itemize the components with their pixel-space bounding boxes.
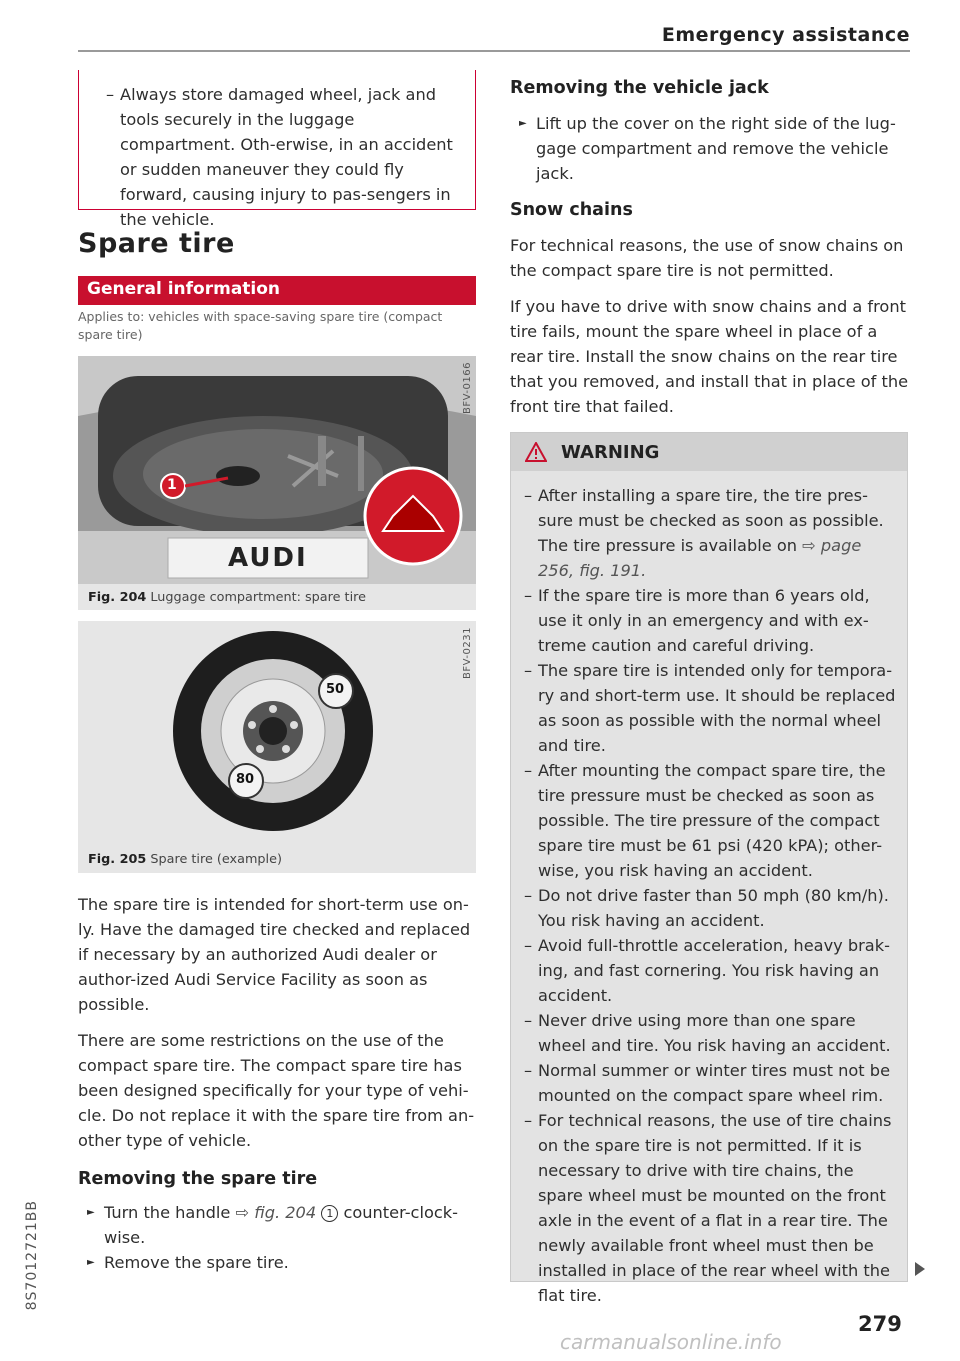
paragraph: If you have to drive with snow chains and a front tire fails, mount the spare wheel in place of a rear tire. Install the snow chains on the rear tire that you removed, and install that in place of the front tire that failed. <box>510 297 909 416</box>
figure-205 <box>78 621 476 873</box>
warning-title: WARNING <box>561 442 660 463</box>
luggage-compartment-image <box>78 356 476 584</box>
paragraph: For technical reasons, the use of snow chains on the compact spare tire is not permitted. <box>510 236 904 280</box>
warning-item: – If the spare tire is more than 6 years old, use it only in an emergency and with ex-treme caution and careful driving. <box>511 583 907 658</box>
spare-tire-image <box>78 621 476 847</box>
warning-item: – Normal summer or winter tires must not be mounted on the compact spare wheel rim. <box>511 1058 907 1108</box>
paragraph: There are some restrictions on the use of the compact spare tire. The compact spare tire has been designed specifically for your type of vehi-cle. Do not replace it with the spare tire from an-other type of vehicle. <box>78 1031 475 1150</box>
running-header: Emergency assistance <box>661 24 910 46</box>
caution-box <box>78 70 476 229</box>
figure-label: Fig. 205 <box>88 852 147 867</box>
step-item: ► Lift up the cover on the right side of the lug-gage compartment and remove the vehicle jack. <box>510 111 910 186</box>
warning-item: – After installing a spare tire, the tire pres-sure must be checked as soon as possible. The tire pressure is available on ⇨ page 256, fig. 191. <box>511 483 907 583</box>
warning-header <box>511 433 907 471</box>
page-link[interactable]: ⇨ page 256, fig. 191. <box>538 536 862 580</box>
snow-chains-heading: Snow chains <box>510 200 633 220</box>
figure-code: BFV-0166 <box>462 362 473 414</box>
header-divider <box>78 50 910 52</box>
warning-item: – Never drive using more than one spare wheel and tire. You risk having an accident. <box>511 1008 907 1058</box>
paragraph: The spare tire is intended for short-term use on-ly. Have the damaged tire checked and replaced if necessary by an authorized Audi dealer or author-ized Audi Service Facility as soon as possible. <box>78 895 471 1014</box>
caution-item: – Always store damaged wheel, jack and tools securely in the luggage compartment. Oth-erwise, in an accident or sudden maneuver they could fly forward, causing injury to pas-sengers in the vehicle. <box>93 82 461 232</box>
warning-item: – Do not drive faster than 50 mph (80 km/h). You risk having an accident. <box>511 883 907 933</box>
audi-badge: AUDI <box>228 543 308 573</box>
warning-item: – For technical reasons, the use of tire chains on the spare tire is not permitted. If it is necessary to drive with tire chains, the spare wheel must be mounted on the front axle in the event of a flat in a rear tire. The newly available front wheel must then be installed in place of the rear wheel with the flat tire. <box>511 1108 907 1308</box>
left-body <box>78 892 478 1275</box>
warning-box <box>510 432 908 1305</box>
watermark: carmanualsonline.info <box>560 1330 782 1354</box>
warning-item: – After mounting the compact spare tire, the tire pressure must be checked as soon as possible. The tire pressure of the compact spare tire must be 61 psi (420 kPA); other-wise, you risk having an accident. <box>511 758 907 883</box>
callout-ref: 1 <box>321 1205 338 1222</box>
section-title: Spare tire <box>78 228 235 259</box>
page-number: 279 <box>858 1312 902 1336</box>
step-item: ► Remove the spare tire. <box>78 1250 478 1275</box>
warning-item: – The spare tire is intended only for tempora-ry and short-term use. It should be replaced as soon as possible with the normal wheel and tire. <box>511 658 907 758</box>
document-code: 8S7012721BB <box>24 1200 40 1311</box>
step-item: ► Turn the handle ⇨ fig. 204 1 counter-clock-wise. <box>78 1200 478 1250</box>
figure-caption <box>88 852 282 867</box>
figure-label: Fig. 204 <box>88 590 147 605</box>
speed-label-80: 80 <box>236 772 255 787</box>
subsection-bar: General information <box>78 276 476 305</box>
figure-caption <box>88 590 366 605</box>
figure-link[interactable]: ⇨ fig. 204 <box>235 1203 317 1222</box>
callout-number: 1 <box>167 477 177 493</box>
figure-204 <box>78 356 476 610</box>
continue-arrow-icon <box>915 1262 925 1276</box>
warning-list <box>511 483 907 1308</box>
jack-heading: Removing the vehicle jack <box>510 78 769 98</box>
warning-item: – Avoid full-throttle acceleration, heavy brak-ing, and fast cornering. You risk having an accident. <box>511 933 907 1008</box>
applies-to-note: Applies to: vehicles with space-saving spare tire (compact spare tire) <box>78 309 443 342</box>
warning-triangle-icon <box>525 442 547 462</box>
right-body <box>510 76 910 430</box>
figure-caption-text: Spare tire (example) <box>150 852 282 867</box>
figure-caption-text: Luggage compartment: spare tire <box>150 590 366 605</box>
removing-spare-heading: Removing the spare tire <box>78 1169 318 1189</box>
figure-code: BFV-0231 <box>462 627 473 679</box>
speed-label-50: 50 <box>326 682 345 697</box>
